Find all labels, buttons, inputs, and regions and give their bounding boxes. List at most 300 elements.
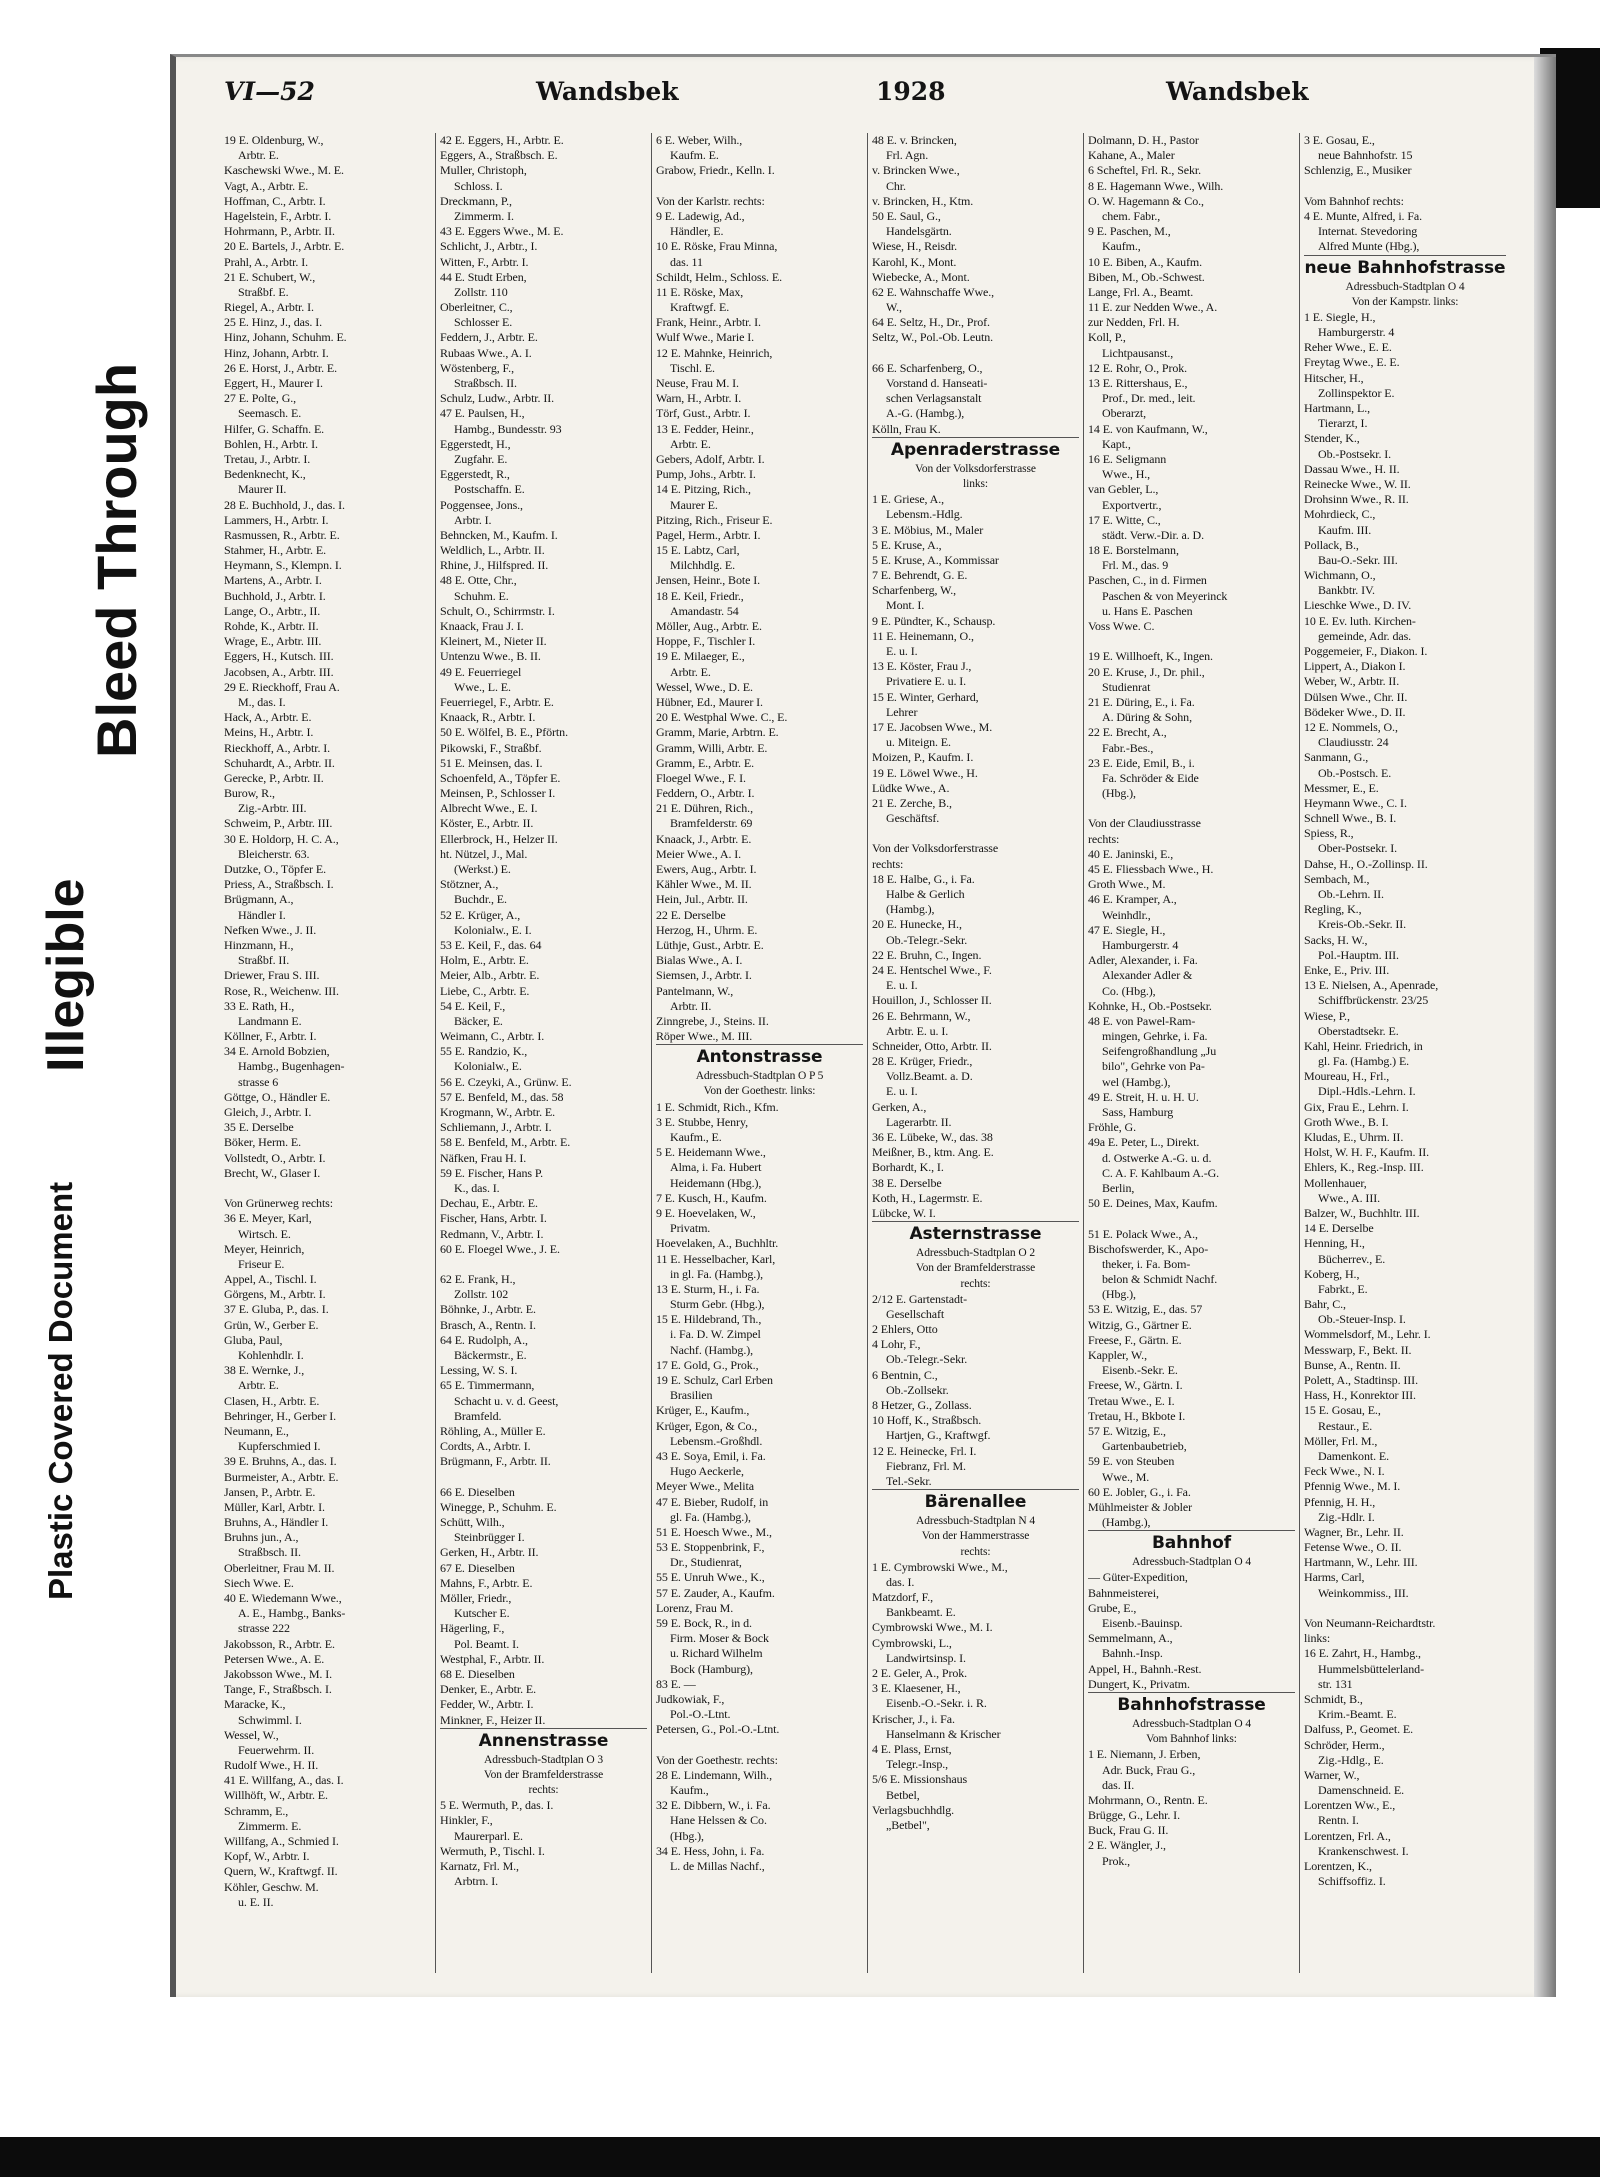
directory-entry: Bischofswerder, K., Apo- xyxy=(1088,1241,1209,1256)
directory-entry: Freese, W., Gärtn. I. xyxy=(1088,1378,1183,1393)
entry-continuation: E. u. I. xyxy=(886,644,918,658)
entry-continuation: Eisenb.-Sekr. E. xyxy=(1102,1363,1178,1378)
directory-entry: Voss Wwe. C. xyxy=(1088,619,1155,633)
directory-entry: 13 E. Sturm, H., i. Fa. xyxy=(656,1281,760,1296)
directory-entry: Tretau Wwe., E. I. xyxy=(1088,1393,1175,1408)
directory-entry: 59 E. von Steuben xyxy=(1088,1454,1175,1469)
directory-entry: Wiese, H., Reisdr. xyxy=(872,239,958,254)
directory-entry: Pfennig, H. H., xyxy=(1304,1494,1376,1509)
entry-continuation: u. E. II. xyxy=(238,1894,274,1909)
directory-entry: Krüger, Egon, & Co., xyxy=(656,1418,758,1433)
scan-bottom-edge xyxy=(0,2137,1600,2177)
entry-continuation: Milchhdlg. E. xyxy=(670,558,736,573)
directory-entry: 40 E. Janinski, E., xyxy=(1088,846,1174,861)
entry-continuation: Oberarzt, xyxy=(1102,406,1147,421)
directory-entry: Balzer, W., Buchhltr. III. xyxy=(1304,1205,1420,1220)
directory-entry: 51 E. Polack Wwe., A., xyxy=(1088,1226,1198,1241)
directory-entry: 28 E. Buchhold, J., das. I. xyxy=(224,497,345,512)
directory-entry: Pollack, B., xyxy=(1304,537,1359,552)
entry-continuation: schen Verlagsanstalt xyxy=(886,391,982,406)
directory-entry: Semmelmann, A., xyxy=(1088,1631,1173,1646)
directory-entry: Petersen Wwe., A. E. xyxy=(224,1651,325,1666)
entry-continuation: Straßbsch. II. xyxy=(238,1545,301,1560)
directory-entry: rechts: xyxy=(1088,831,1120,846)
directory-entry: 5/6 E. Missionshaus xyxy=(872,1772,968,1787)
entry-continuation: Bramfeld. xyxy=(454,1408,502,1423)
entry-continuation: Privatiere E. u. I. xyxy=(886,674,967,689)
directory-entry: Fedder, W., Arbtr. I. xyxy=(440,1697,534,1712)
directory-entry: 20 E. Bartels, J., Arbtr. E. xyxy=(224,239,345,254)
directory-entry: Schlenzig, E., Musiker xyxy=(1304,163,1412,178)
street-subheading: Adressbuch-Stadtplan O 4 xyxy=(1345,280,1465,293)
directory-entry: Regling, K., xyxy=(1304,902,1362,917)
entry-continuation: Bäcker, E. xyxy=(454,1013,503,1028)
entry-continuation: theker, i. Fa. Bom- xyxy=(1102,1256,1191,1271)
directory-entry: Brasch, A., Rentn. I. xyxy=(440,1317,536,1332)
entry-continuation: neue Bahnhofstr. 15 xyxy=(1318,148,1413,163)
directory-entry: 7 E. Kusch, H., Kaufm. xyxy=(656,1190,767,1205)
street-heading: neue Bahnhofstrasse xyxy=(1304,255,1506,280)
directory-entry: 16 E. Seligmann xyxy=(1088,451,1167,466)
directory-entry: Pfennig Wwe., M. I. xyxy=(1304,1479,1401,1494)
directory-entry: Wöstenberg, F., xyxy=(440,360,514,375)
directory-entry: 11 E. Heinemann, O., xyxy=(872,628,974,643)
directory-entry: Karohl, K., Mont. xyxy=(872,254,957,269)
directory-entry: Wulf Wwe., Marie I. xyxy=(656,330,755,345)
directory-entry: 25 E. Hinz, J., das. I. xyxy=(224,315,323,330)
entry-continuation: Schloss. I. xyxy=(454,178,503,193)
entry-continuation: Zimmerm. E. xyxy=(238,1818,302,1833)
directory-entry: Kahl, Heinr. Friedrich, in xyxy=(1304,1038,1423,1053)
entry-continuation: Buchdr., E. xyxy=(454,892,507,907)
directory-entry: Enke, E., Priv. III. xyxy=(1304,962,1390,977)
directory-entry: 48 E. von Pawel-Ram- xyxy=(1088,1013,1196,1028)
directory-entry: 12 E. Heinecke, Frl. I. xyxy=(872,1443,977,1458)
entry-continuation: chem. Fabr., xyxy=(1102,208,1161,223)
entry-continuation: Kaufm., xyxy=(1102,239,1141,254)
entry-continuation: Krankenschwest. I. xyxy=(1318,1843,1409,1858)
directory-entry: 66 E. Dieselben xyxy=(440,1484,515,1499)
directory-entry: Mohrdieck, C., xyxy=(1304,507,1376,522)
directory-entry xyxy=(1088,801,1295,816)
directory-entry: 24 E. Hentschel Wwe., F. xyxy=(872,962,992,977)
entry-continuation: Feuerwehrm. II. xyxy=(238,1742,315,1757)
directory-entry: Maracke, K., xyxy=(224,1697,286,1712)
entry-continuation: Berlin, xyxy=(1102,1180,1135,1195)
directory-entry xyxy=(872,826,1079,841)
directory-entry: 11 E. Röske, Max, xyxy=(656,284,744,299)
directory-entry: 56 E. Czeyki, A., Grünw. E. xyxy=(440,1074,572,1089)
entry-continuation: Kapt., xyxy=(1102,436,1131,451)
directory-entry: 34 E. Hess, John, i. Fa. xyxy=(656,1843,765,1858)
entry-continuation: Ob.-Steuer-Insp. I. xyxy=(1318,1312,1406,1327)
entry-continuation: u. Richard Wilhelm xyxy=(670,1646,763,1661)
directory-entry: Freese, F., Gärtn. E. xyxy=(1088,1332,1182,1347)
directory-entry: Verlagsbuchhdlg. xyxy=(872,1802,955,1817)
entry-continuation: Kohlenhdlr. I. xyxy=(238,1348,304,1362)
directory-entry: Cymbrowski, L., xyxy=(872,1635,952,1650)
directory-entry: 10 Hoff, K., Straßbsch. xyxy=(872,1413,982,1428)
directory-entry: Gluba, Paul, xyxy=(224,1332,283,1347)
directory-entry: Rasmussen, R., Arbtr. E. xyxy=(224,527,340,542)
directory-entry: Floegel Wwe., F. I. xyxy=(656,770,746,785)
directory-entry: Moureau, H., Frl., xyxy=(1304,1069,1390,1084)
directory-entry: 12 E. Nommels, O., xyxy=(1304,719,1398,734)
directory-entry: 46 E. Kramper, A., xyxy=(1088,892,1177,907)
directory-entry: Kahane, A., Maler xyxy=(1088,148,1175,163)
directory-entry: 19 E. Oldenburg, W., xyxy=(224,133,324,147)
directory-entry: Poggemeier, F., Diakon. I. xyxy=(1304,644,1428,658)
directory-entry: Bruhns, A., Händler I. xyxy=(224,1515,329,1530)
entry-continuation: strasse 222 xyxy=(238,1621,290,1636)
entry-continuation: Maurerparl. E. xyxy=(454,1828,523,1843)
directory-entry: 26 E. Horst, J., Arbtr. E. xyxy=(224,360,338,375)
directory-entry: 15 E. Winter, Gerhard, xyxy=(872,689,979,704)
directory-entry: 47 E. Siegle, H., xyxy=(1088,922,1166,937)
entry-continuation: u. Miteign. E. xyxy=(886,735,951,750)
directory-entry: Gix, Frau E., Lehrn. I. xyxy=(1304,1099,1409,1114)
directory-entry: 12 E. Rohr, O., Prok. xyxy=(1088,360,1188,375)
directory-entry: Lüdke Wwe., A. xyxy=(872,780,950,795)
directory-entry: Gramm, Marie, Arbtrn. E. xyxy=(656,725,779,740)
directory-entry: 22 E. Brecht, A., xyxy=(1088,725,1167,740)
directory-entry: Kludas, E., Uhrm. II. xyxy=(1304,1130,1404,1144)
directory-entry: 13 E. Fedder, Heinr., xyxy=(656,421,754,436)
directory-entry: Schildt, Helm., Schloss. E. xyxy=(656,269,782,284)
directory-entry: 6 E. Weber, Wilh., xyxy=(656,133,743,147)
directory-entry: 3 E. Stubbe, Henry, xyxy=(656,1114,748,1129)
directory-entry: Köhler, Geschw. M. xyxy=(224,1879,319,1894)
entry-continuation: Kupferschmied I. xyxy=(238,1439,321,1454)
directory-entry: Messwarp, F., Bekt. II. xyxy=(1304,1342,1412,1357)
directory-entry: Fetense Wwe., O. II. xyxy=(1304,1540,1402,1555)
directory-entry: Willfang, A., Schmied I. xyxy=(224,1834,339,1848)
directory-entry: Schnell Wwe., B. I. xyxy=(1304,811,1397,826)
directory-entry: v. Brincken Wwe., xyxy=(872,163,960,178)
directory-entry: Feddern, J., Arbtr. E. xyxy=(440,330,538,345)
directory-entry: Weldlich, L., Arbtr. II. xyxy=(440,543,545,558)
directory-entry: Vollstedt, O., Arbtr. I. xyxy=(224,1150,326,1165)
entry-continuation: K., das. I. xyxy=(454,1180,500,1195)
directory-entry xyxy=(1304,1601,1506,1616)
directory-entry: Krischer, J., i. Fa. xyxy=(872,1711,955,1726)
directory-entry: 13 E. Nielsen, A., Apenrade, xyxy=(1304,978,1439,993)
entry-continuation: Arbtr. E. xyxy=(238,148,279,163)
directory-entry: Groth Wwe., M. xyxy=(1088,877,1166,892)
entry-continuation: Betbel, xyxy=(886,1787,920,1802)
directory-entry: 20 E. Hunecke, H., xyxy=(872,917,962,932)
directory-entry: Hinz, Johann, Schuhm. E. xyxy=(224,330,347,345)
entry-continuation: Seifengroßhandlung „Ju xyxy=(1102,1044,1217,1059)
directory-entry: Wrage, E., Arbtr. III. xyxy=(224,634,322,649)
street-subheading: Von der Kampstr. links: xyxy=(1351,295,1459,308)
entry-continuation: Kaufm., xyxy=(670,1783,709,1798)
directory-entry: 8 Hetzer, G., Zollass. xyxy=(872,1398,972,1412)
entry-continuation: Ob.-Lehrn. II. xyxy=(1318,887,1384,901)
directory-entry: Dreckmann, P., xyxy=(440,193,512,208)
directory-entry: Brecht, W., Glaser I. xyxy=(224,1165,321,1180)
entry-continuation: das. II. xyxy=(1102,1777,1135,1792)
directory-entry: 60 E. Floegel Wwe., J. E. xyxy=(440,1241,560,1256)
entry-continuation: Frl. Agn. xyxy=(886,148,929,163)
directory-entry: Dassau Wwe., H. II. xyxy=(1304,461,1400,476)
directory-entry: 36 E. Lübeke, W., das. 38 xyxy=(872,1130,993,1144)
directory-entry: Freytag Wwe., E. E. xyxy=(1304,355,1400,370)
directory-entry: 44 E. Studt Erben, xyxy=(440,269,527,284)
directory-entry: Herzog, H., Uhrm. E. xyxy=(656,922,758,937)
directory-entry: Appel, A., Tischl. I. xyxy=(224,1272,317,1287)
directory-entry: 47 E. Bieber, Rudolf, in xyxy=(656,1494,769,1509)
entry-continuation: Bäckermstr., E. xyxy=(454,1348,527,1362)
directory-entry: Hinkler, F., xyxy=(440,1813,493,1828)
directory-entry: 53 E. Keil, F., das. 64 xyxy=(440,937,542,952)
directory-entry: Buck, Frau G. II. xyxy=(1088,1823,1169,1838)
entry-continuation: Krim.-Beamt. E. xyxy=(1318,1707,1397,1722)
directory-entry: Hübner, Ed., Maurer I. xyxy=(656,694,763,709)
directory-entry: Hinzmann, H., xyxy=(224,937,294,952)
entry-continuation: Postschaffn. E. xyxy=(454,482,525,497)
directory-entry: 34 E. Arnold Bobzien, xyxy=(224,1044,330,1059)
directory-entry: Schuhardt, A., Arbtr. II. xyxy=(224,755,335,770)
entry-continuation: Privatm. xyxy=(670,1221,711,1236)
directory-entry: 68 E. Dieselben xyxy=(440,1666,515,1681)
entry-continuation: Alfred Munte (Hbg.), xyxy=(1318,239,1420,254)
entry-continuation: Landmann E. xyxy=(238,1013,302,1028)
directory-entry: 18 E. Halbe, G., i. Fa. xyxy=(872,871,975,886)
entry-continuation: Lebensm.-Hdlg. xyxy=(886,507,963,522)
street-heading: Bahnhofstrasse xyxy=(1088,1692,1295,1717)
directory-entry: Wermuth, P., Tischl. I. xyxy=(440,1843,545,1858)
directory-entry: 59 E. Fischer, Hans P. xyxy=(440,1165,543,1180)
page-year: 1928 xyxy=(876,77,946,106)
directory-entry: Meißner, B., ktm. Ang. E. xyxy=(872,1145,994,1160)
directory-entry: 11 E. zur Nedden Wwe., A. xyxy=(1088,300,1218,315)
directory-entry: 41 E. Willfang, A., das. I. xyxy=(224,1773,344,1788)
directory-entry: 4 Lohr, F., xyxy=(872,1337,921,1352)
entry-continuation: Hamburgerstr. 4 xyxy=(1318,325,1395,340)
directory-entry: Rudolf Wwe., H. II. xyxy=(224,1758,319,1773)
entry-continuation: Tierarzt, I. xyxy=(1318,416,1368,431)
directory-entry: Schoenfeld, A., Töpfer E. xyxy=(440,770,561,785)
directory-entry: 50 E. Deines, Max, Kaufm. xyxy=(1088,1196,1218,1211)
directory-entry: 5 E. Kruse, A., Kommissar xyxy=(872,552,999,567)
entry-continuation: Landwirtsinsp. I. xyxy=(886,1650,966,1665)
directory-entry: 18 E. Keil, Friedr., xyxy=(656,588,744,603)
directory-entry: 50 E. Saul, G., xyxy=(872,208,941,223)
directory-entry: Görgens, M., Arbtr. I. xyxy=(224,1287,326,1302)
entry-continuation: Arbtr. E. xyxy=(670,436,711,451)
directory-entry: Reher Wwe., E. E. xyxy=(1304,340,1392,355)
directory-entry: 2 E. Geler, A., Prok. xyxy=(872,1666,968,1680)
directory-entry: Albrecht Wwe., E. I. xyxy=(440,801,538,816)
entry-continuation: Eisenb.-Bauinsp. xyxy=(1102,1616,1183,1630)
directory-entry: Houillon, J., Schlosser II. xyxy=(872,993,992,1008)
directory-entry: 3 E. Gosau, E., xyxy=(1304,133,1375,147)
directory-entry: Törf, Gust., Arbtr. I. xyxy=(656,406,751,421)
entry-continuation: Bock (Hamburg), xyxy=(670,1661,753,1676)
street-heading: Antonstrasse xyxy=(656,1044,863,1069)
entry-continuation: Zollstr. 110 xyxy=(454,284,508,299)
entry-continuation: (Hambg.), xyxy=(1102,1515,1151,1530)
directory-entry: Schneider, Otto, Arbtr. II. xyxy=(872,1038,992,1053)
entry-continuation: Kaufm., E. xyxy=(670,1130,722,1144)
directory-entry: Hagelstein, F., Arbtr. I. xyxy=(224,208,332,223)
directory-entry: Harms, Carl, xyxy=(1304,1570,1365,1585)
directory-entry: Seltz, W., Pol.-Ob. Leutn. xyxy=(872,330,994,345)
directory-entry: 15 E. Hildebrand, Th., xyxy=(656,1312,762,1327)
directory-entry: Meins, H., Arbtr. I. xyxy=(224,725,314,740)
entry-continuation: Fiebranz, Frl. M. xyxy=(886,1458,966,1473)
entry-continuation: Kreis-Ob.-Sekr. II. xyxy=(1318,917,1407,932)
directory-entry: Mahns, F., Arbtr. E. xyxy=(440,1575,533,1590)
directory-entry: Bialas Wwe., A. I. xyxy=(656,953,743,968)
directory-entry: Von der Claudiusstrasse xyxy=(1088,816,1201,831)
directory-entry: Schmidt, B., xyxy=(1304,1691,1363,1706)
directory-entry: Röper Wwe., M. III. xyxy=(656,1029,753,1044)
column-5 xyxy=(1084,133,1300,1973)
directory-entry: 19 E. Löwel Wwe., H. xyxy=(872,765,978,780)
directory-entry: Sacks, H. W., xyxy=(1304,932,1368,947)
entry-continuation: Hane Helssen & Co. xyxy=(670,1813,767,1828)
directory-entry: Hägerling, F., xyxy=(440,1621,505,1636)
entry-continuation: Zimmerm. I. xyxy=(454,208,514,223)
directory-entry: Oberleitner, Frau M. II. xyxy=(224,1560,335,1575)
directory-entry: Brügmann, A., xyxy=(224,892,294,907)
directory-entry: Hilfer, G. Schaffn. E. xyxy=(224,421,325,436)
entry-continuation: Vorstand d. Hanseati- xyxy=(886,376,988,390)
directory-entry: 55 E. Randzio, K., xyxy=(440,1044,528,1059)
running-head-left: Wandsbek xyxy=(536,77,679,106)
entry-continuation: mingen, Gehrke, i. Fa. xyxy=(1102,1029,1208,1044)
directory-entry: Mühlmeister & Jobler xyxy=(1088,1499,1192,1514)
entry-continuation: Ob.-Telegr.-Sekr. xyxy=(886,1352,968,1367)
entry-continuation: Tel.-Sekr. xyxy=(886,1473,932,1488)
entry-continuation: Prok., xyxy=(1102,1853,1131,1868)
entry-continuation: Tischl. E. xyxy=(670,360,715,375)
directory-entry: Heymann Wwe., C. I. xyxy=(1304,795,1407,810)
directory-entry: Bödeker Wwe., D. II. xyxy=(1304,704,1406,719)
directory-entry: Koll, P., xyxy=(1088,330,1126,345)
directory-entry: Stender, K., xyxy=(1304,431,1360,446)
entry-continuation: Kutscher E. xyxy=(454,1606,510,1621)
directory-entry: Möller, Friedr., xyxy=(440,1591,512,1605)
directory-entry: Dülsen Wwe., Chr. II. xyxy=(1304,689,1408,704)
directory-entry: Hein, Jul., Arbtr. II. xyxy=(656,892,748,907)
entry-continuation: Kaufm. III. xyxy=(1318,522,1372,537)
directory-entry: 5 E. Heidemann Wwe., xyxy=(656,1145,766,1160)
entry-continuation: Brasilien xyxy=(670,1388,713,1403)
directory-entry: Messmer, E., E. xyxy=(1304,780,1379,795)
directory-entry: Lammers, H., Arbtr. I. xyxy=(224,512,329,527)
entry-continuation: M., das. I. xyxy=(238,694,286,709)
directory-entry: 3 E. Klaesener, H., xyxy=(872,1681,961,1696)
directory-entry: 27 E. Polte, G., xyxy=(224,391,297,406)
directory-entry xyxy=(440,1257,647,1272)
directory-entry xyxy=(1304,179,1506,194)
directory-entry: Gramm, Willi, Arbtr. E. xyxy=(656,740,768,755)
directory-entry: Schlicht, J., Arbtr., I. xyxy=(440,239,538,254)
directory-entry: Vagt, A., Arbtr. E. xyxy=(224,178,309,193)
directory-entry: Böhnke, J., Arbtr. E. xyxy=(440,1302,536,1317)
entry-continuation: Hummelsbüttelerland- xyxy=(1318,1661,1424,1676)
directory-entry: Frank, Heinr., Arbtr. I. xyxy=(656,315,761,330)
directory-entry: Von der Goethestr. rechts: xyxy=(656,1752,778,1767)
directory-entry: Siemsen, J., Arbtr. I. xyxy=(656,968,752,983)
entry-continuation: (Hambg.), xyxy=(886,902,935,917)
directory-entry: Eggers, H., Kutsch. III. xyxy=(224,649,334,664)
directory-entry: Borhardt, K., I. xyxy=(872,1160,944,1175)
directory-entry: Hoevelaken, A., Buchhltr. xyxy=(656,1236,779,1251)
directory-entry: Wessel, W., xyxy=(224,1727,279,1742)
directory-entry: 51 E. Hoesch Wwe., M., xyxy=(656,1524,772,1539)
entry-continuation: Lagerarbtr. II. xyxy=(886,1114,952,1129)
entry-continuation: Prof., Dr. med., leit. xyxy=(1102,391,1196,406)
entry-continuation: Pol.-O.-Ltnt. xyxy=(670,1707,731,1722)
entry-continuation: Seemasch. E. xyxy=(238,406,302,421)
directory-entry: Köllner, F., Arbtr. I. xyxy=(224,1029,317,1044)
directory-entry: 20 E. Kruse, J., Dr. phil., xyxy=(1088,664,1205,679)
directory-entry: 49 E. Feuerriegel xyxy=(440,664,522,679)
directory-entry: Rubaas Wwe., A. I. xyxy=(440,345,532,360)
directory-entry: Schweim, P., Arbtr. III. xyxy=(224,816,333,831)
page-header xyxy=(216,77,1516,117)
entry-continuation: Straßbf. II. xyxy=(238,953,290,968)
directory-entry: 4 E. Munte, Alfred, i. Fa. xyxy=(1304,208,1423,223)
directory-entry: Knaack, R., Arbtr. I. xyxy=(440,710,536,725)
directory-entry: van Gebler, L., xyxy=(1088,482,1159,497)
entry-continuation: Gesellschaft xyxy=(886,1306,945,1321)
directory-entry: Möller, Frl. M., xyxy=(1304,1433,1378,1448)
directory-entry: Gerken, H., Arbtr. II. xyxy=(440,1545,539,1560)
directory-entry: Siech Wwe. E. xyxy=(224,1575,294,1590)
street-subheading: Von der Volksdorferstrasse xyxy=(915,462,1036,475)
entry-continuation: str. 131 xyxy=(1318,1676,1353,1691)
directory-entry: 5 E. Kruse, A., xyxy=(872,537,942,552)
directory-entry: Kähler Wwe., M. II. xyxy=(656,877,752,892)
directory-entry: Lübcke, W. I. xyxy=(872,1205,936,1220)
entry-continuation: Arbtrn. I. xyxy=(454,1874,498,1889)
entry-continuation: Kaufm. E. xyxy=(670,148,719,163)
entry-continuation: Schlosser E. xyxy=(454,315,513,330)
directory-entry: 17 E. Jacobsen Wwe., M. xyxy=(872,719,993,734)
directory-entry: Henning, H., xyxy=(1304,1236,1365,1251)
plastic-covered-label: Plastic Covered Document xyxy=(42,1181,79,1600)
directory-entry: 3 E. Möbius, M., Maler xyxy=(872,522,984,537)
entry-continuation: Zugfahr. E. xyxy=(454,451,508,466)
street-subheading: Von der Goethestr. links: xyxy=(703,1085,816,1098)
directory-entry: 18 E. Borstelmann, xyxy=(1088,543,1179,558)
street-subheading: Adressbuch-Stadtplan O 2 xyxy=(916,1247,1035,1260)
directory-entry: Groth Wwe., B. I. xyxy=(1304,1114,1389,1129)
street-heading: Annenstrasse xyxy=(440,1728,647,1753)
entry-continuation: Paschen & von Meyerinck xyxy=(1102,588,1228,603)
directory-entry: Göttge, O., Händler E. xyxy=(224,1089,331,1104)
street-subheading: Von der Hammerstrasse xyxy=(921,1530,1030,1543)
directory-entry xyxy=(656,1738,863,1753)
directory-entry: 19 E. Milaeger, E., xyxy=(656,649,745,664)
entry-continuation: Nachf. (Hambg.), xyxy=(670,1342,754,1357)
directory-entry: Warn, H., Arbtr. I. xyxy=(656,391,742,406)
directory-entry: 62 E. Frank, H., xyxy=(440,1272,516,1287)
entry-continuation: Gartenbaubetrieb, xyxy=(1102,1439,1187,1454)
directory-entry: Biben, M., Ob.-Schwest. xyxy=(1088,269,1205,284)
street-heading: Apenraderstrasse xyxy=(872,437,1079,462)
directory-entry: Holm, E., Arbtr. E. xyxy=(440,953,529,968)
entry-continuation: Fabr.-Bes., xyxy=(1102,740,1154,755)
entry-continuation: das. 11 xyxy=(670,254,703,269)
directory-entry: Schult, O., Schirrmstr. I. xyxy=(440,603,555,618)
entry-continuation: Halbe & Gerlich xyxy=(886,887,965,901)
